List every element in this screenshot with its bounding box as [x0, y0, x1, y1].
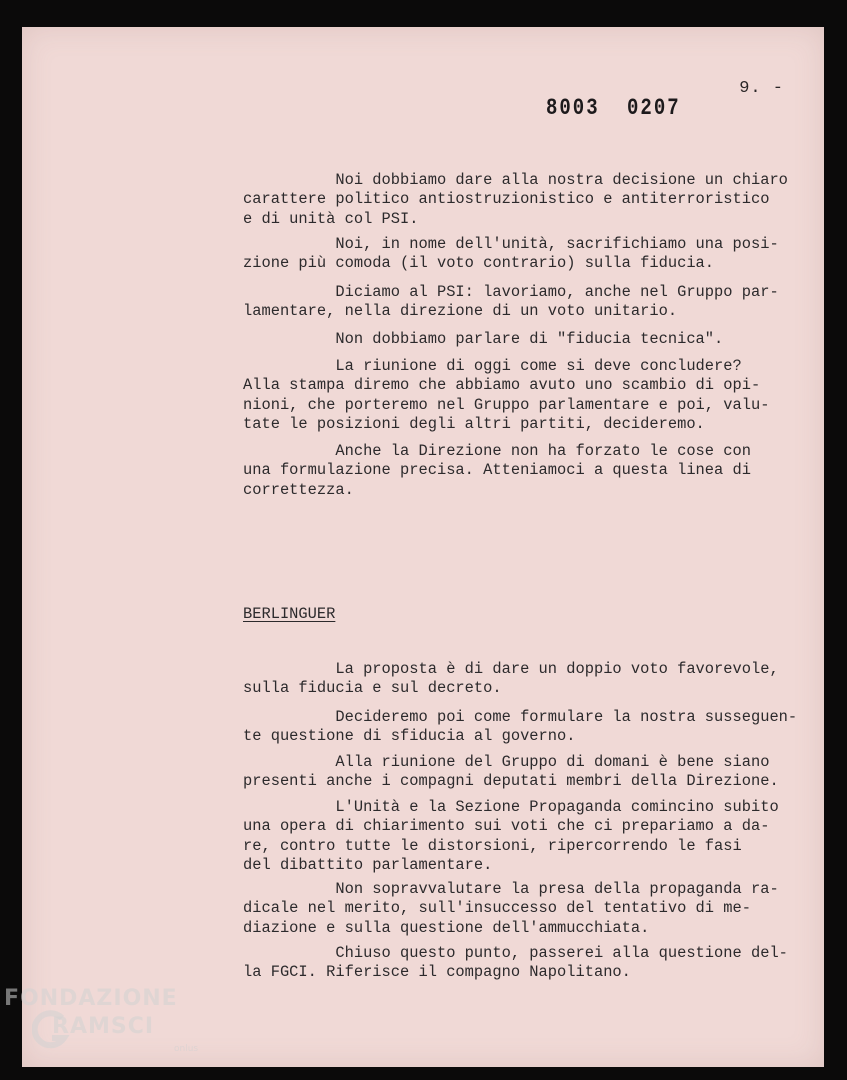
paragraph: Non sopravvalutare la presa della propaganda ra- dicale nel merito, sull'insuccesso del tentativo di me- diazione e sulla questione dell'ammucchiata. [243, 880, 779, 937]
speaker-heading: BERLINGUER [243, 605, 336, 623]
document-page [22, 27, 824, 1067]
watermark-line-3: onlus [174, 1044, 199, 1054]
watermark-line-2: RAMSCI [52, 1014, 155, 1039]
paragraph: Noi dobbiamo dare alla nostra decisione un chiaro carattere politico antiostruzionistico e antiterroristico e di unità col PSI. [243, 171, 788, 228]
paragraph: L'Unità e la Sezione Propaganda comincino subito una opera di chiarimento sui voti che ci prepariamo a da- re, contro tutte le distorsioni, ripercorrendo le fasi del dibattito parlamentare. [243, 798, 779, 874]
watermark-logo [4, 986, 199, 1054]
paragraph: Alla riunione del Gruppo di domani è bene siano presenti anche i compagni deputati membri della Direzione. [243, 753, 779, 791]
paragraph: Non dobbiamo parlare di "fiducia tecnica". [243, 330, 724, 348]
paragraph: La proposta è di dare un doppio voto favorevole, sulla fiducia e sul decreto. [243, 660, 779, 698]
watermark-line-1: FONDAZIONE [4, 986, 178, 1011]
paragraph: Diciamo al PSI: lavoriamo, anche nel Gruppo par- lamentare, nella direzione di un voto unitario. [243, 283, 779, 321]
paragraph: Anche la Direzione non ha forzato le cose con una formulazione precisa. Atteniamoci a questa linea di correttezza. [243, 442, 751, 499]
paragraph: Chiuso questo punto, passerei alla questione del- la FGCI. Riferisce il compagno Napolitano. [243, 944, 788, 982]
paragraph: La riunione di oggi come si deve concludere? Alla stampa diremo che abbiamo avuto uno scambio di opi- nioni, che porteremo nel Gruppo parlamentare e poi, valu- tate le posizioni degli altri partiti, decideremo. [243, 357, 770, 433]
paragraph: Decideremo poi come formulare la nostra susseguen- te questione di sfiducia al governo. [243, 708, 798, 746]
page-number: 9. - [739, 79, 784, 98]
paragraph: Noi, in nome dell'unità, sacrifichiamo una posi- zione più comoda (il voto contrario) sulla fiducia. [243, 235, 779, 273]
document-id-stamp: 8003 0207 [546, 94, 681, 122]
